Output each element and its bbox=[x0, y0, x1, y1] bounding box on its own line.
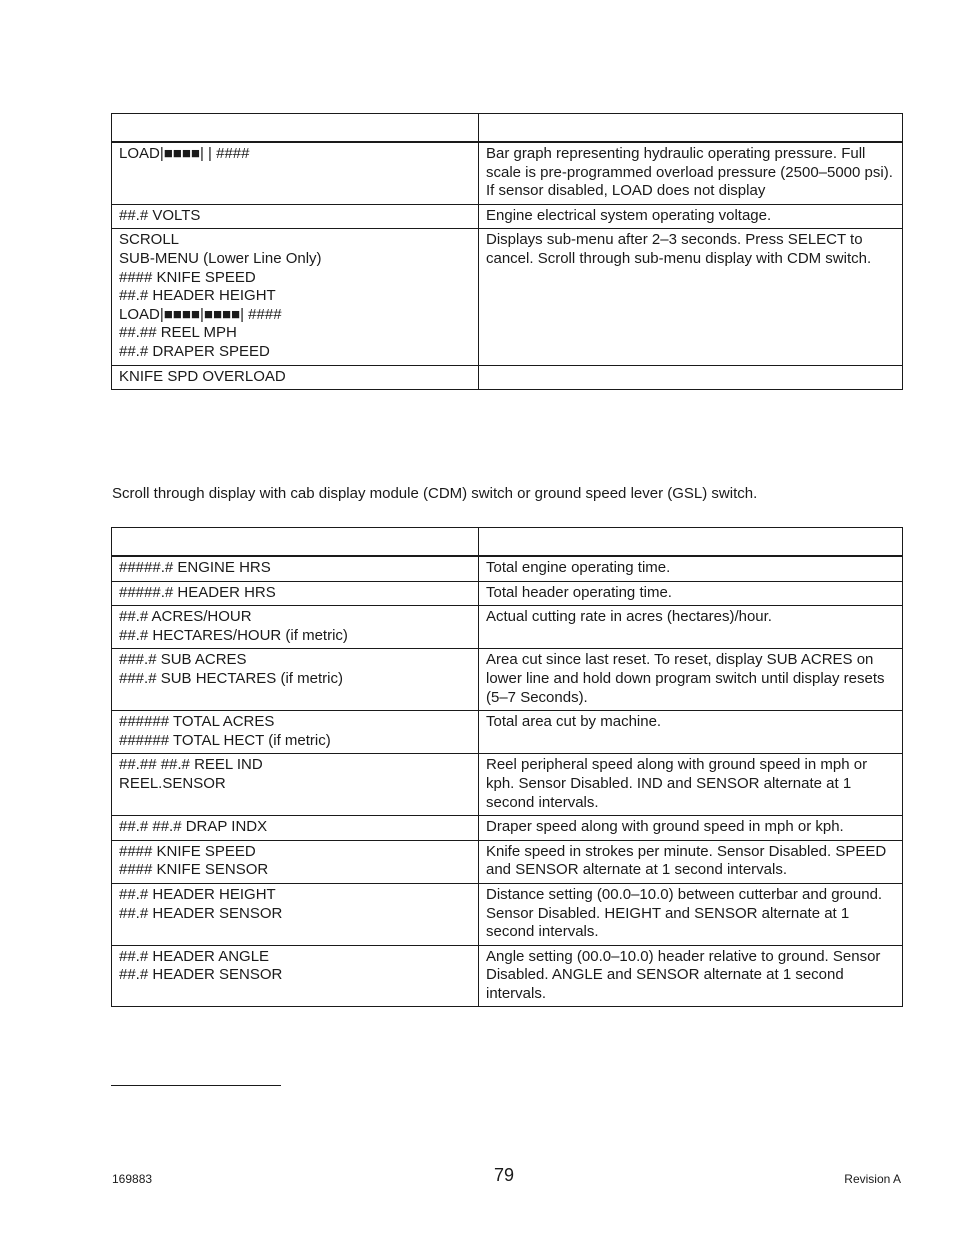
table-header-row bbox=[112, 114, 903, 143]
display-cell bbox=[112, 142, 479, 204]
description-cell bbox=[479, 204, 903, 229]
display-cell bbox=[112, 754, 479, 816]
display-cell bbox=[112, 711, 479, 754]
table-header-cell bbox=[479, 528, 903, 557]
intro-paragraph: Scroll through display with cab display module (CDM) switch or ground speed lever (GSL) switch. bbox=[112, 485, 758, 502]
display-cell bbox=[112, 606, 479, 649]
display-line: ###### TOTAL HECT (if metric) bbox=[119, 731, 331, 749]
display-line: REEL.SENSOR bbox=[119, 774, 226, 792]
table-row bbox=[112, 816, 903, 841]
description-cell bbox=[479, 229, 903, 365]
display-cell bbox=[112, 365, 479, 390]
display-cell bbox=[112, 816, 479, 841]
description-text: Engine electrical system operating voltage. bbox=[486, 206, 772, 224]
description-text: Draper speed along with ground speed in mph or kph. bbox=[486, 818, 844, 836]
display-cell bbox=[112, 229, 479, 365]
table-row bbox=[112, 229, 903, 365]
display-cell bbox=[112, 945, 479, 1007]
display-line: ##.## ##.# REEL IND bbox=[119, 756, 263, 774]
display-line: SUB-MENU (Lower Line Only) bbox=[119, 249, 322, 267]
display-line: #####.# HEADER HRS bbox=[119, 583, 276, 601]
display-line: ###.# SUB ACRES bbox=[119, 651, 247, 669]
display-cell bbox=[112, 649, 479, 711]
description-cell bbox=[479, 754, 903, 816]
table-row bbox=[112, 840, 903, 883]
scroll-display-table bbox=[111, 527, 903, 1007]
description-text: Reel peripheral speed along with ground speed in mph or kph. Sensor Disabled. IND and SENSOR alternate at 1 second intervals. bbox=[486, 756, 868, 811]
table-row bbox=[112, 945, 903, 1007]
display-line: ##.# HECTARES/HOUR (if metric) bbox=[119, 626, 348, 644]
display-line: ##.# DRAPER SPEED bbox=[119, 342, 270, 360]
description-text: Bar graph representing hydraulic operating pressure. Full scale is pre-programmed overload pressure (2500–5000 psi). If sensor disabled, LOAD does not display bbox=[486, 145, 893, 200]
table-header-cell bbox=[479, 114, 903, 143]
footnote-divider bbox=[111, 1085, 281, 1086]
description-text: Displays sub-menu after 2–3 seconds. Press SELECT to cancel. Scroll through sub-menu display with CDM switch. bbox=[486, 231, 872, 267]
table-row bbox=[112, 711, 903, 754]
table-row bbox=[112, 581, 903, 606]
description-cell bbox=[479, 142, 903, 204]
description-text: Total engine operating time. bbox=[486, 559, 671, 576]
display-cell bbox=[112, 581, 479, 606]
display-line: ##.# HEADER SENSOR bbox=[119, 904, 283, 922]
display-line: ##.# ##.# DRAP INDX bbox=[119, 818, 268, 836]
display-line: #####.# ENGINE HRS bbox=[119, 559, 271, 576]
display-cell bbox=[112, 840, 479, 883]
display-line: #### KNIFE SPEED bbox=[119, 842, 256, 860]
display-line: ##.# HEADER SENSOR bbox=[119, 966, 283, 984]
table-row bbox=[112, 883, 903, 945]
display-line: ##.# VOLTS bbox=[119, 206, 201, 224]
display-line: ###.# SUB HECTARES (if metric) bbox=[119, 669, 343, 687]
display-line: #### KNIFE SENSOR bbox=[119, 861, 269, 879]
display-line: LOAD|■■■■| | #### bbox=[119, 145, 250, 162]
display-line: ##.# ACRES/HOUR bbox=[119, 608, 252, 626]
description-cell bbox=[479, 883, 903, 945]
display-line: #### KNIFE SPEED bbox=[119, 268, 256, 286]
description-text: Knife speed in strokes per minute. Sensor Disabled. SPEED and SENSOR alternate at 1 second intervals. bbox=[486, 842, 887, 879]
display-cell bbox=[112, 556, 479, 581]
description-cell bbox=[479, 840, 903, 883]
table-row bbox=[112, 365, 903, 390]
description-text: Angle setting (00.0–10.0) header relative to ground. Sensor Disabled. ANGLE and SENSOR alternate at 1 second intervals. bbox=[486, 947, 881, 1002]
display-line: ###### TOTAL ACRES bbox=[119, 713, 275, 731]
table-row bbox=[112, 556, 903, 581]
table-header-cell bbox=[112, 114, 479, 143]
document-number: 169883 bbox=[112, 1172, 153, 1186]
table-row bbox=[112, 649, 903, 711]
description-text: Total area cut by machine. bbox=[486, 713, 662, 731]
display-line: ##.## REEL MPH bbox=[119, 324, 237, 342]
table-row bbox=[112, 754, 903, 816]
table-header-row bbox=[112, 528, 903, 557]
description-text: Area cut since last reset. To reset, display SUB ACRES on lower line and hold down program switch until display resets (5–7 Seconds). bbox=[486, 651, 885, 706]
description-cell bbox=[479, 816, 903, 841]
display-cell bbox=[112, 883, 479, 945]
display-line: ##.# HEADER ANGLE bbox=[119, 947, 270, 965]
description-cell bbox=[479, 606, 903, 649]
display-cell bbox=[112, 204, 479, 229]
display-line: LOAD|■■■■|■■■■| #### bbox=[119, 305, 282, 323]
table-row bbox=[112, 606, 903, 649]
display-line: ##.# HEADER HEIGHT bbox=[119, 885, 276, 903]
description-cell bbox=[479, 945, 903, 1007]
page-number: 79 bbox=[494, 1165, 515, 1185]
description-cell bbox=[479, 711, 903, 754]
table-row bbox=[112, 204, 903, 229]
description-cell bbox=[479, 581, 903, 606]
display-line: KNIFE SPD OVERLOAD bbox=[119, 367, 286, 385]
revision-label: Revision A bbox=[844, 1172, 901, 1186]
display-functions-table bbox=[111, 113, 903, 390]
description-text: Total header operating time. bbox=[486, 583, 672, 601]
display-line: SCROLL bbox=[119, 231, 180, 249]
table-header-cell bbox=[112, 528, 479, 557]
display-line: ##.# HEADER HEIGHT bbox=[119, 287, 276, 305]
table-row bbox=[112, 142, 903, 204]
description-cell bbox=[479, 365, 903, 390]
description-cell bbox=[479, 649, 903, 711]
description-text: Actual cutting rate in acres (hectares)/hour. bbox=[486, 608, 772, 626]
description-text: Distance setting (00.0–10.0) between cutterbar and ground. Sensor Disabled. HEIGHT and SENSOR alternate at 1 second intervals. bbox=[486, 885, 883, 941]
description-cell bbox=[479, 556, 903, 581]
